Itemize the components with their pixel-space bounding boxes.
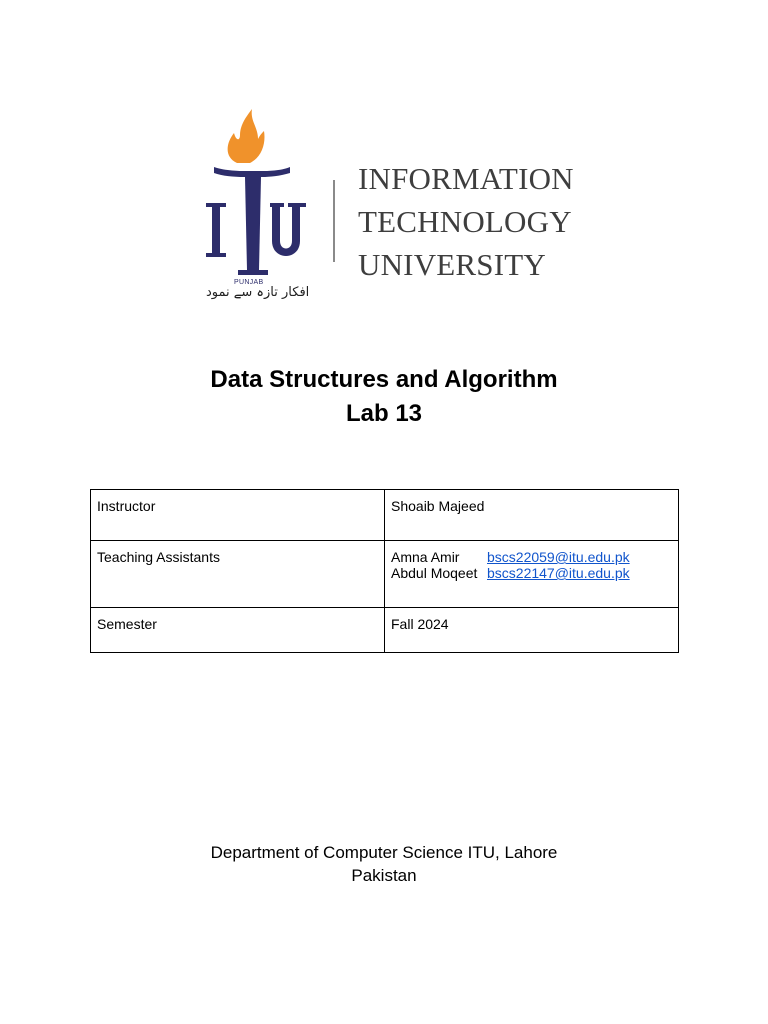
ta-email-link[interactable]: bscs22059@itu.edu.pk bbox=[487, 549, 630, 565]
department-footer bbox=[0, 841, 768, 887]
university-name-line: UNIVERSITY bbox=[358, 247, 546, 282]
instructor-label: Instructor bbox=[91, 490, 385, 541]
ta-entry bbox=[391, 549, 672, 565]
logo-subtext: PUNJAB bbox=[234, 279, 264, 286]
course-info-table bbox=[90, 489, 679, 653]
university-name-line: INFORMATION bbox=[358, 161, 574, 196]
table-row bbox=[91, 608, 679, 653]
logo-divider bbox=[333, 180, 335, 262]
course-title: Data Structures and Algorithm bbox=[210, 366, 558, 393]
university-logo bbox=[200, 105, 600, 310]
ta-label: Teaching Assistants bbox=[91, 541, 385, 608]
semester-value: Fall 2024 bbox=[385, 608, 679, 653]
ta-name: Amna Amir bbox=[391, 549, 460, 565]
table-row bbox=[91, 541, 679, 608]
university-name-line: TECHNOLOGY bbox=[358, 204, 572, 239]
university-name bbox=[358, 157, 574, 286]
itu-torch-icon bbox=[200, 105, 335, 285]
table-row bbox=[91, 490, 679, 541]
department-line: Department of Computer Science ITU, Lahore bbox=[210, 843, 558, 862]
instructor-value: Shoaib Majeed bbox=[385, 490, 679, 541]
ta-name: Abdul Moqeet bbox=[391, 565, 478, 581]
ta-entry bbox=[391, 565, 672, 581]
country-line: Pakistan bbox=[351, 866, 417, 885]
semester-label: Semester bbox=[91, 608, 385, 653]
lab-number: Lab 13 bbox=[345, 400, 423, 427]
ta-list bbox=[385, 541, 679, 608]
ta-email-link[interactable]: bscs22147@itu.edu.pk bbox=[487, 565, 630, 581]
logo-motto: افکار تازہ سے نمود bbox=[206, 285, 310, 300]
